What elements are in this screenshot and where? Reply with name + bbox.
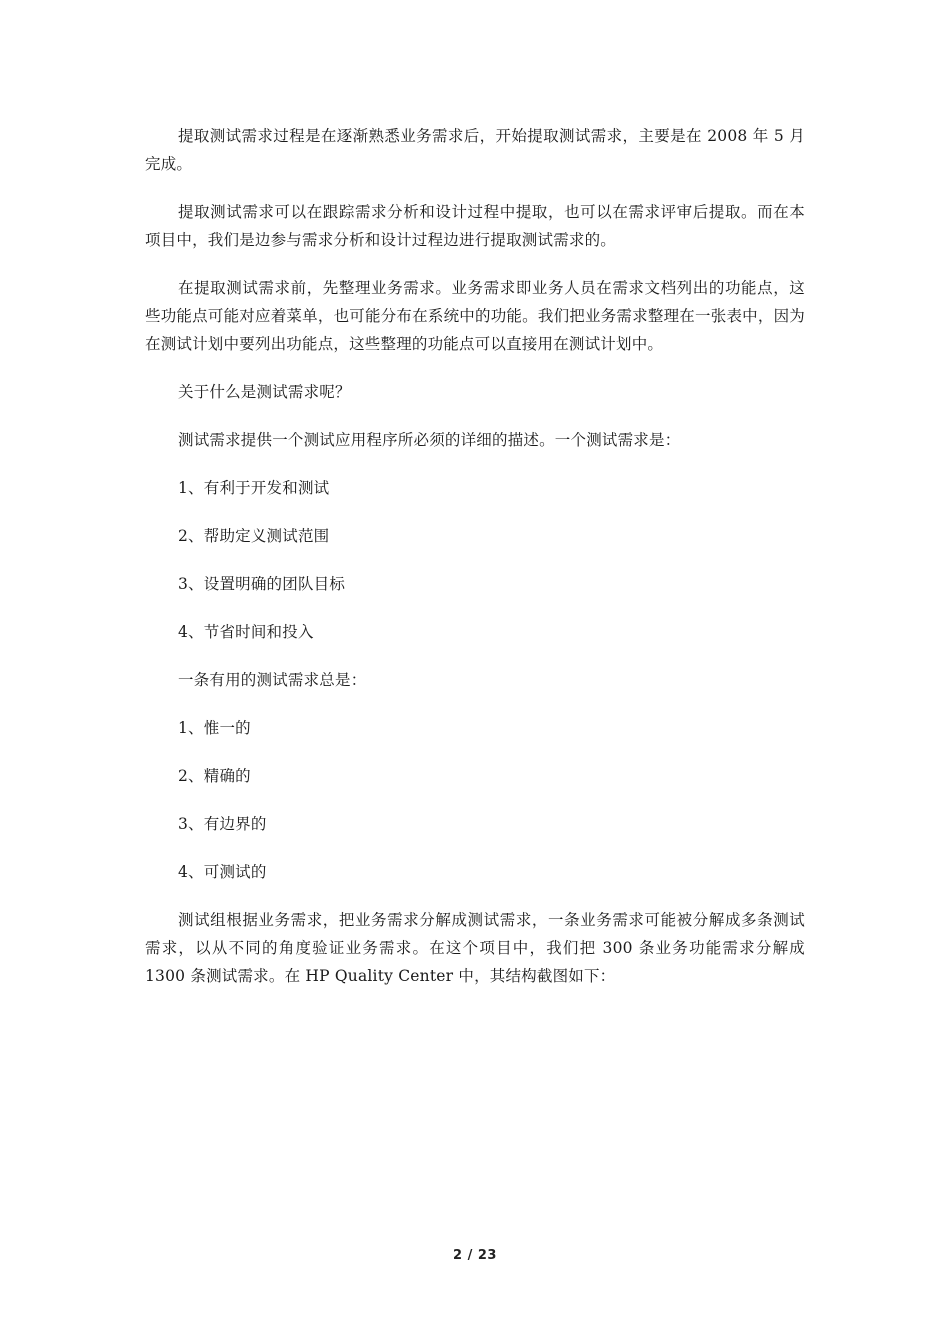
paragraph-question: 关于什么是测试需求呢？ [178,383,351,401]
list-item: 1、有利于开发和测试 [178,479,330,497]
list-item: 3、设置明确的团队目标 [178,575,346,593]
list-item: 2、帮助定义测试范围 [178,527,330,545]
paragraph-business-requirements: 在提取测试需求前，先整理业务需求。业务需求即业务人员在需求文档列出的功能点，这些功能点可能对应着菜单，也可能分布在系统中的功能。我们把业务需求整理在一张表中，因为在测试计划中要列出功能点，这些整理的功能点可以直接用在测试计划中。 [145,279,805,353]
paragraph-extraction-timing: 提取测试需求过程是在逐渐熟悉业务需求后，开始提取测试需求，主要是在 2008 年 5 月完成。 [145,127,805,173]
qualities-list [145,714,805,886]
list-item: 3、有边界的 [178,815,267,833]
paragraph-extraction-method: 提取测试需求可以在跟踪需求分析和设计过程中提取，也可以在需求评审后提取。而在本项目中，我们是边参与需求分析和设计过程边进行提取测试需求的。 [145,203,805,249]
list-item: 4、可测试的 [178,863,267,881]
page-number: 2 / 23 [453,1248,497,1263]
paragraph-decomposition: 测试组根据业务需求，把业务需求分解成测试需求，一条业务需求可能被分解成多条测试需求，以从不同的角度验证业务需求。在这个项目中，我们把 300 条业务功能需求分解成 1300 条测试需求。在 HP Quality Center 中，其结构截图如下： [145,911,805,985]
benefits-list [145,474,805,646]
document-body [145,122,805,1010]
list-item: 4、节省时间和投入 [178,623,314,641]
paragraph-definition: 测试需求提供一个测试应用程序所必须的详细的描述。一个测试需求是： [178,431,681,449]
list-item: 1、惟一的 [178,719,251,737]
paragraph-useful-requirement-intro: 一条有用的测试需求总是： [178,671,367,689]
list-item: 2、精确的 [178,767,251,785]
